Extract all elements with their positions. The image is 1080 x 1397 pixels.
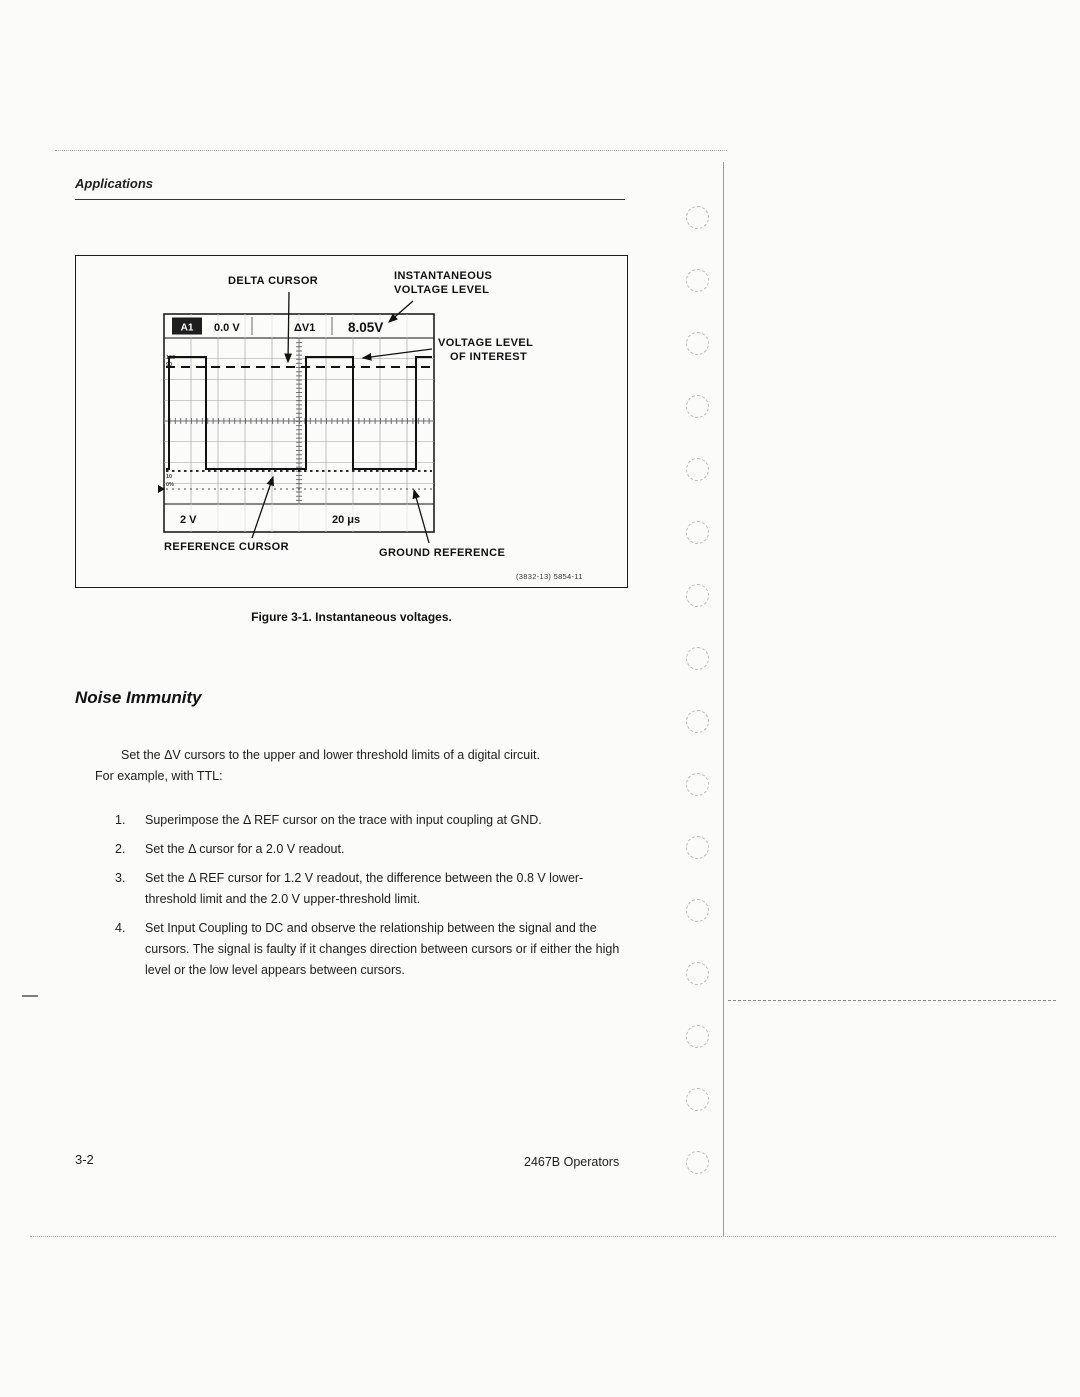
scan-top-rule [55, 150, 727, 151]
ground-reference-arrow [414, 490, 429, 543]
graticule-mark-0: 0% [166, 482, 174, 488]
instantaneous-level-line1: INSTANTANEOUS [394, 270, 493, 282]
section-title: Applications [75, 176, 154, 191]
punch-hole [686, 395, 709, 418]
step-text: Superimpose the Δ REF cursor on the trace with input coupling at GND. [145, 813, 542, 827]
instantaneous-level-label [394, 269, 492, 297]
punch-hole [686, 584, 709, 607]
punch-hole [686, 1088, 709, 1111]
step-number: 1. [115, 813, 126, 827]
time-per-div-readout: 20 μs [332, 514, 361, 526]
punch-hole [686, 332, 709, 355]
instantaneous-level-arrow [389, 301, 413, 322]
figure-part-number: (3832-13) 5854-11 [516, 572, 583, 581]
step-text: Set the Δ cursor for a 2.0 V readout. [145, 842, 345, 856]
voltage-of-interest-line2: OF INTEREST [450, 351, 528, 363]
graticule-mark-90: 90 [166, 362, 173, 368]
delta-cursor-arrow [288, 292, 289, 362]
voltage-of-interest-label [438, 336, 533, 364]
delta-readout-value: 8.05V [348, 320, 384, 335]
procedure-steps [115, 810, 631, 989]
page-number: 3-2 [75, 1152, 94, 1167]
intro-line2: For example, with TTL: [95, 769, 223, 783]
ground-reference-label: GROUND REFERENCE [379, 547, 506, 559]
channel-readout: A1 [180, 322, 194, 334]
section-header [75, 176, 625, 200]
step-number: 4. [115, 921, 126, 935]
reference-readout: 0.0 V [214, 322, 240, 334]
graticule-mark-100: 100 [166, 355, 176, 361]
margin-mark [22, 995, 38, 997]
page-edge-line [723, 162, 724, 1236]
punch-hole [686, 206, 709, 229]
step-item [115, 868, 631, 910]
punch-hole [686, 962, 709, 985]
punch-hole [686, 836, 709, 859]
noise-immunity-heading: Noise Immunity [75, 688, 202, 707]
step-text: Set the Δ REF cursor for 1.2 V readout, the difference between the 0.8 V lower-threshold limit and the 2.0 V upper-threshold limit. [145, 871, 584, 906]
punch-hole [686, 773, 709, 796]
step-number: 2. [115, 842, 126, 856]
graticule-mark-10: 10 [166, 474, 173, 480]
punch-hole [686, 1025, 709, 1048]
volts-per-div-readout: 2 V [180, 514, 197, 526]
punch-hole [686, 269, 709, 292]
figure-caption: Figure 3-1. Instantaneous voltages. [251, 610, 452, 624]
oscilloscope-diagram [76, 256, 629, 589]
punch-hole [686, 899, 709, 922]
intro-paragraph [95, 745, 619, 787]
facing-page-rule [728, 1000, 1056, 1001]
step-item [115, 839, 631, 860]
step-number: 3. [115, 871, 126, 885]
reference-cursor-arrow [252, 477, 273, 538]
reference-cursor-label: REFERENCE CURSOR [164, 541, 289, 553]
delta-cursor-label: DELTA CURSOR [228, 275, 319, 287]
step-text: Set Input Coupling to DC and observe the relationship between the signal and the cursors. The signal is faulty if it changes direction between cursors or if either the high level or the low level appears between cursors. [145, 921, 620, 977]
punch-hole [686, 458, 709, 481]
scan-bottom-rule [30, 1236, 1056, 1237]
graticule-center-axes [164, 338, 434, 504]
punch-hole [686, 521, 709, 544]
punch-hole [686, 647, 709, 670]
punch-hole [686, 710, 709, 733]
step-item [115, 918, 631, 981]
figure-box [75, 255, 628, 588]
voltage-of-interest-line1: VOLTAGE LEVEL [438, 337, 534, 349]
instantaneous-level-line2: VOLTAGE LEVEL [394, 284, 490, 296]
doc-title: 2467B Operators [524, 1155, 620, 1169]
step-item [115, 810, 631, 831]
punch-hole [686, 1151, 709, 1174]
delta-readout-label: ΔV1 [294, 322, 316, 334]
intro-line1: Set the ΔV cursors to the upper and lower threshold limits of a digital circuit. [121, 748, 540, 762]
